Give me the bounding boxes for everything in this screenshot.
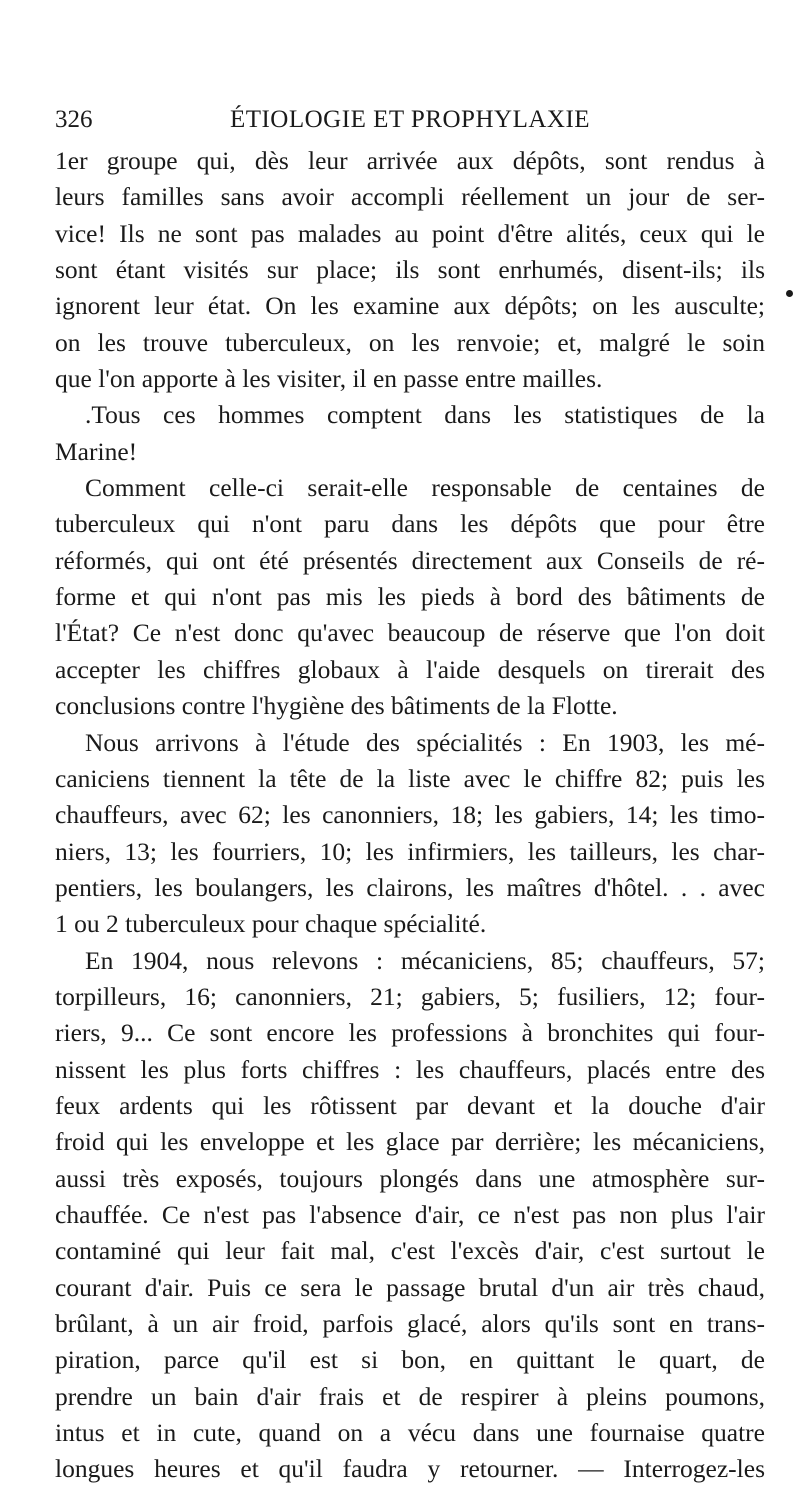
text-line: ignorent leur état. On les examine aux dépôts; on les ausculte; [55,291,765,321]
text-line: nissent les plus forts chiffres : les chauffeurs, placés entre des [55,1054,765,1084]
text-line: sont étant visités sur place; ils sont enrhumés, disent-ils; ils [55,255,765,285]
text-line: 1er groupe qui, dès leur arrivée aux dépôts, sont rendus à [55,146,765,175]
text-line: tuberculeux qui n'ont paru dans les dépôts que pour être [55,509,765,539]
text-line: leurs familles sans avoir accompli réellement un jour de ser- [55,182,765,212]
text-line: contaminé qui leur fait mal, c'est l'excès d'air, c'est surtout le [55,1236,765,1266]
text-line: conclusions contre l'hygiène des bâtiments de la Flotte. [55,691,618,721]
text-line: pentiers, les boulangers, les clairons, les maîtres d'hôtel. . . avec [55,872,765,902]
text-line: réformés, qui ont été présentés directement aux Conseils de ré- [55,545,765,575]
text-line: piration, parce qu'il est si bon, en quittant le quart, de [55,1345,765,1375]
text-line: que l'on apporte à les visiter, il en passe entre mailles. [55,364,603,394]
text-line: 1 ou 2 tuberculeux pour chaque spécialité. [55,909,487,939]
text-line: .Tous ces hommes comptent dans les statistiques de la [85,400,765,430]
text-line: accepter les chiffres globaux à l'aide desquels on tirerait des [55,654,765,684]
text-line: caniciens tiennent la tête de la liste avec le chiffre 82; puis les [55,763,765,793]
text-line: courant d'air. Puis ce sera le passage brutal d'un air très chaud, [55,1272,765,1302]
text-line: aussi très exposés, toujours plongés dans une atmosphère sur- [55,1163,765,1193]
text-line: Comment celle-ci serait-elle responsable de centaines de [85,473,765,503]
page-number: 326 [55,106,93,133]
text-line: niers, 13; les fourriers, 10; les infirmiers, les tailleurs, les char- [55,836,765,866]
text-line: chauffeurs, avec 62; les canonniers, 18; les gabiers, 14; les timo- [55,800,765,830]
text-line: torpilleurs, 16; canonniers, 21; gabiers, 5; fusiliers, 12; four- [55,981,765,1011]
body-text [55,143,765,1488]
text-line: froid qui les enveloppe et les glace par derrière; les mécaniciens, [55,1127,765,1157]
text-line: Nous arrivons à l'étude des spécialités : En 1903, les mé- [85,727,765,757]
text-line: feux ardents qui les rôtissent par devant et la douche d'air [55,1090,765,1120]
text-line: l'État? Ce n'est donc qu'avec beaucoup de réserve que l'on doit [55,618,765,648]
text-line: chauffée. Ce n'est pas l'absence d'air, ce n'est pas non plus l'air [55,1199,765,1229]
text-line: En 1904, nous relevons : mécaniciens, 85; chauffeurs, 57; [85,945,765,975]
text-line: brûlant, à un air froid, parfois glacé, alors qu'ils sont en trans- [55,1309,765,1338]
margin-mark [786,290,793,297]
text-line: longues heures et qu'il faudra y retourner. — Interrogez-les [55,1454,765,1484]
running-title: ÉTIOLOGIE ET PROPHYLAXIE [229,106,591,133]
text-line: prendre un bain d'air frais et de respirer à pleins poumons, [55,1381,765,1411]
page-header [55,100,765,140]
text-line: riers, 9... Ce sont encore les professions à bronchites qui four- [55,1018,765,1048]
text-line: Marine! [55,436,138,466]
text-line: on les trouve tuberculeux, on les renvoie; et, malgré le soin [55,327,765,357]
text-line: vice! Ils ne sont pas malades au point d'être alités, ceux qui le [55,218,765,248]
text-line: intus et in cute, quand on a vécu dans une fournaise quatre [55,1418,765,1448]
text-line: forme et qui n'ont pas mis les pieds à bord des bâtiments de [55,582,765,612]
